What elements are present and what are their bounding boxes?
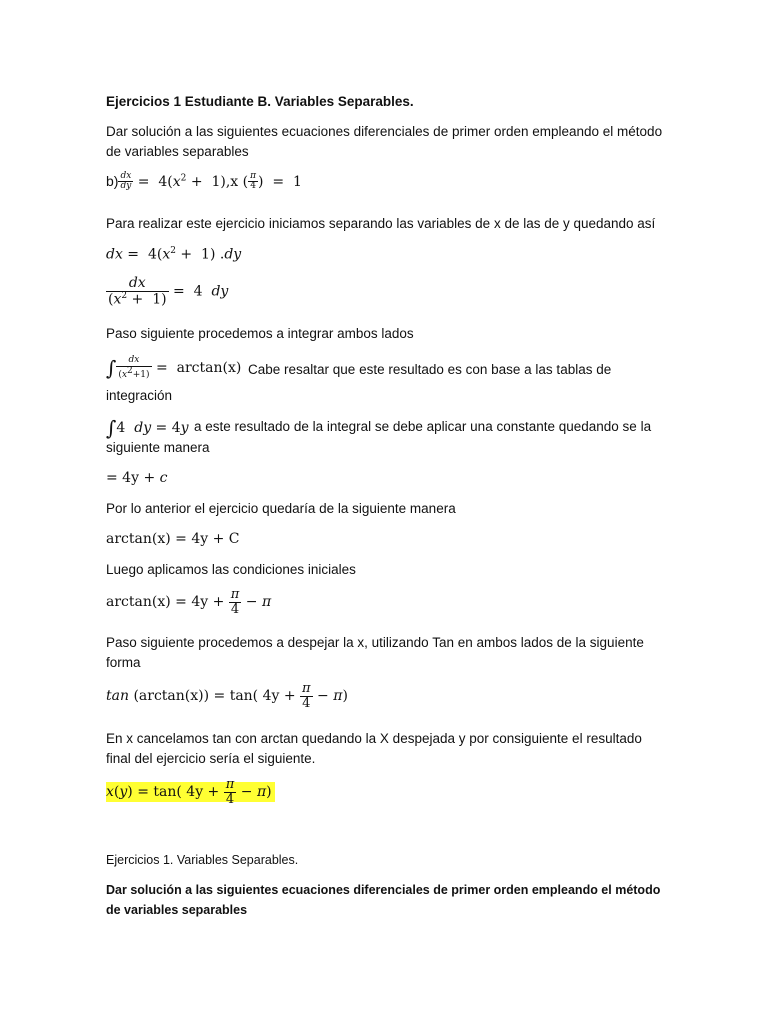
paragraph-despejar: Paso siguiente procedemos a despejar la x, utilizando Tan en ambos lados de la siguiente forma	[106, 635, 644, 670]
paragraph-integrar: Paso siguiente procedemos a integrar ambos lados	[106, 326, 414, 341]
note-constante-line2: siguiente manera	[106, 440, 210, 455]
intro-paragraph-2: Dar solución a las siguientes ecuaciones diferenciales de primer orden empleando el método de variables separables	[106, 883, 661, 917]
problem-label: b)	[106, 172, 119, 189]
equation-tan: tan (arctan(x)) = tan( 4y + $\frac{\pi}{4}$ − π)	[106, 681, 348, 711]
final-result-highlighted: x(y) = tan( 4y + $\frac{\pi}{4}$ − π)	[106, 778, 275, 806]
note-constante-line1: a este resultado de la integral se debe aplicar una constante quedando se la	[194, 419, 652, 434]
equation-integral-dy: ∫4 dy = 4y	[106, 416, 189, 440]
equation-separated: $\frac{dx}{(x^2 + 1)}$ = 4 dy	[108, 275, 229, 308]
paragraph-condiciones: Luego aplicamos las condiciones iniciales	[106, 562, 356, 577]
equation-problem: b) $\frac{dx}{dy}$ = $4(x^2 + 1),x$ ( $\frac{\pi}{4}$ ) = 1	[106, 171, 302, 192]
note-arctan-line1: Cabe resaltar que este resultado es con base a las tablas de	[248, 362, 612, 377]
equation-particular: arctan(x) = 4y + $\frac{\pi}{4}$ − π	[106, 587, 272, 617]
equation-plus-c: = 4y + c	[106, 470, 168, 486]
intro-paragraph-1: Dar solución a las siguientes ecuaciones diferenciales de primer orden empleando el método de variables separables	[106, 124, 663, 159]
heading-1: Ejercicios 1 Estudiante B. Variables Separables.	[106, 94, 414, 109]
paragraph-separar: Para realizar este ejercicio iniciamos separando las variables de x de las de y quedando así	[106, 216, 656, 231]
equation-dx: dx = $4(x^2 + 1)$ .dy	[106, 246, 242, 263]
heading-2: Ejercicios 1. Variables Separables.	[106, 853, 299, 867]
paragraph-anterior: Por lo anterior el ejercicio quedaría de la siguiente manera	[106, 501, 456, 516]
equation-general: arctan(x) = 4y + C	[106, 531, 240, 547]
note-arctan-line2: integración	[106, 388, 173, 403]
paragraph-cancelamos: En x cancelamos tan con arctan quedando la X despejada y por consiguiente el resultado final del ejercicio sería el siguiente.	[106, 731, 642, 766]
equation-integral-arctan: ∫ $\frac{dx}{(x^2+1)}$ = arctan(x)	[106, 355, 242, 380]
